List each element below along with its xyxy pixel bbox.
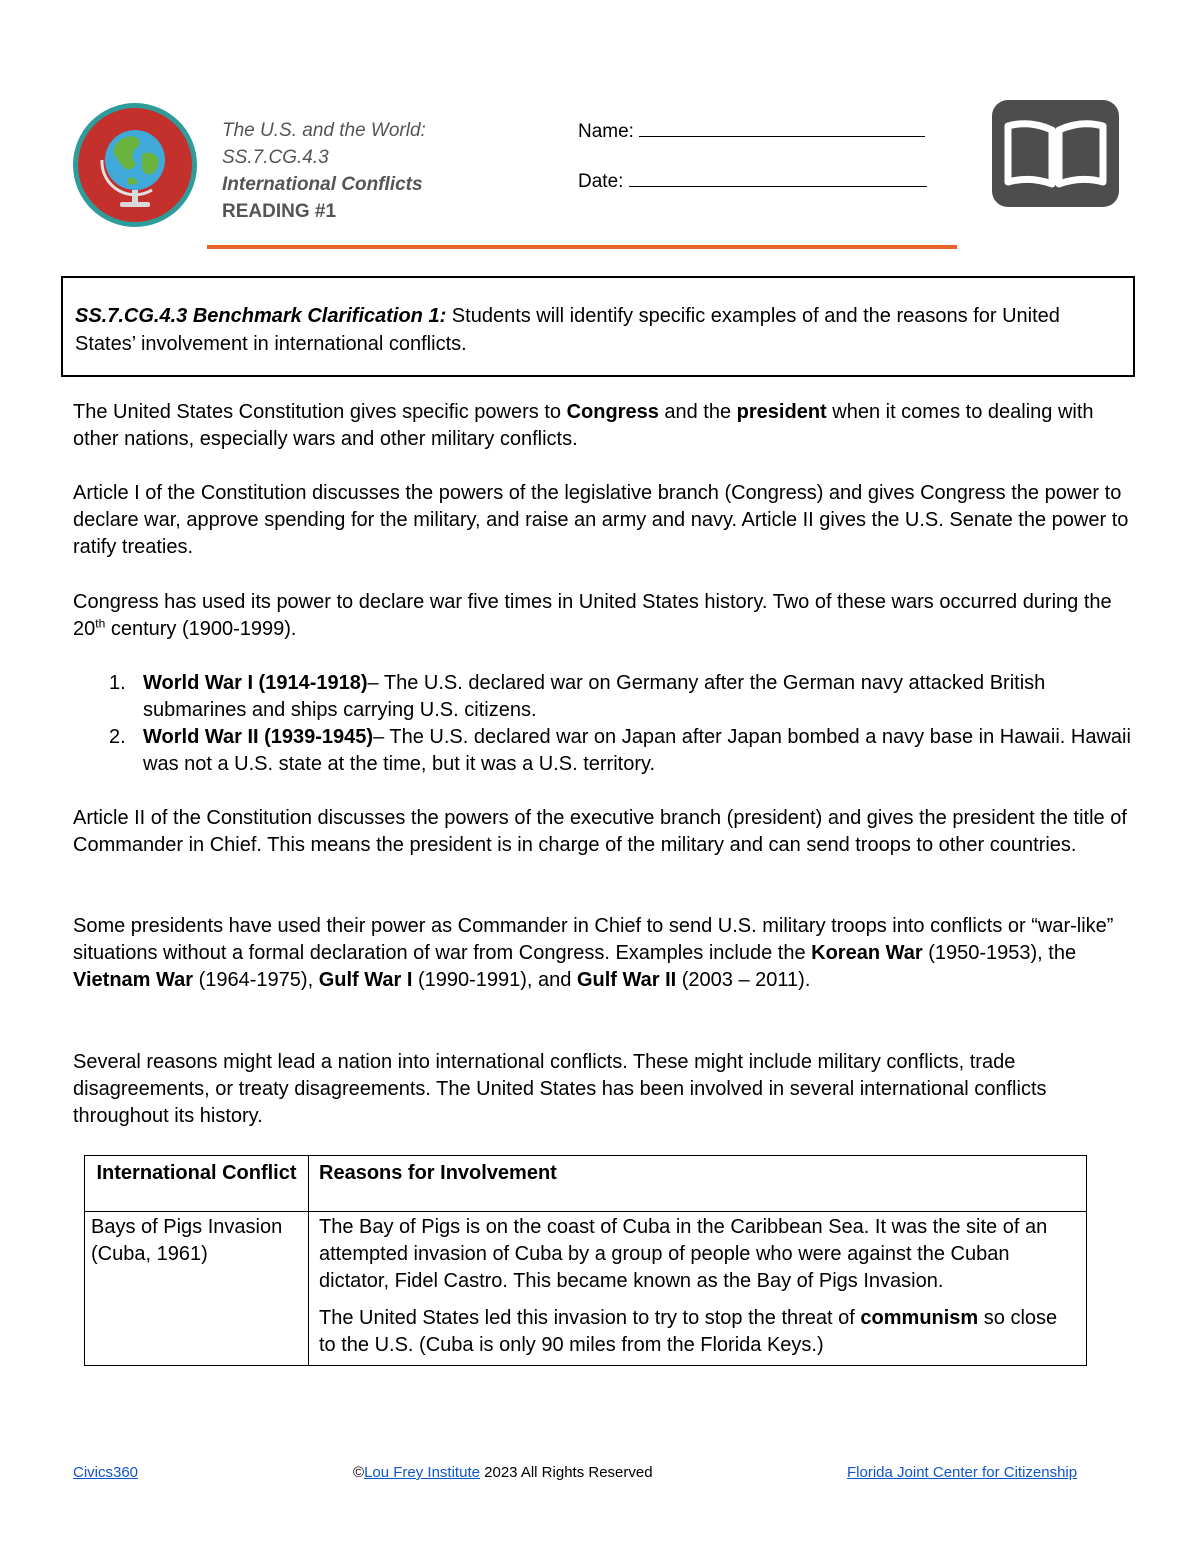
civics360-link[interactable]: Civics360 [73, 1464, 139, 1481]
footer-left[interactable] [73, 1464, 138, 1481]
date-label: Date: [578, 171, 624, 192]
term-president: president [736, 401, 827, 423]
header-topic: International Conflicts [222, 174, 423, 195]
fjcc-link[interactable]: Florida Joint Center for Citizenship [847, 1464, 1078, 1481]
benchmark-text: Students will identify specific examples of and the reasons for United States’ involvement in international conflicts. [75, 305, 1060, 355]
name-field[interactable] [578, 118, 925, 143]
lou-frey-link[interactable]: Lou Frey Institute [364, 1464, 480, 1481]
paragraph-5: Some presidents have used their power as Commander in Chief to send U.S. military troops into conflicts or “war-like” situations without a formal declaration of war from Congress. Examples include the Korean War (1950-1953), the Vietnam War (1964-1975), Gulf War I (1990-1991), and Gulf War II (2003 – 2011). [73, 915, 1114, 991]
paragraph-3: Congress has used its power to declare war five times in United States history. Two of these wars occurred during the 20th century (1900-1999). [73, 591, 1112, 640]
list-item: 1. World War I (1914-1918)– The U.S. declared war on Germany after the German navy attacked British submarines and ships carrying U.S. citizens. [109, 672, 1046, 721]
date-field[interactable] [578, 168, 927, 193]
footer-center: ©Lou Frey Institute 2023 All Rights Reserved [353, 1464, 653, 1481]
reasons-cell: The Bay of Pigs is on the coast of Cuba in the Caribbean Sea. It was the site of an attempted invasion of Cuba by a group of people who were against the Cuban dictator, Fidel Castro. This became known as the Bay of Pigs Invasion. The United States led this invasion to try to stop the threat of communism so close to the U.S. (Cuba is only 90 miles from the Florida Keys.) [309, 1212, 1087, 1366]
war-list [73, 670, 1133, 778]
paragraph-2: Article I of the Constitution discusses the powers of the legislative branch (Congress) and gives Congress the power to declare war, approve spending for the military, and raise an army and navy. Article II gives the U.S. Senate the power to ratify treaties. [73, 482, 1129, 558]
list-item: 2. World War II (1939-1945)– The U.S. declared war on Japan after Japan bombed a navy base in Hawaii. Hawaii was not a U.S. state at the time, but it was a U.S. territory. [109, 726, 1131, 775]
header-course: The U.S. and the World: [222, 120, 426, 141]
term-communism: communism [860, 1307, 979, 1329]
date-line[interactable] [629, 168, 927, 187]
paragraph-1: The United States Constitution gives specific powers to Congress and the president when it comes to dealing with other nations, especially wars and other military conflicts. [73, 401, 1094, 450]
name-line[interactable] [639, 118, 925, 137]
table-header-row [85, 1156, 1087, 1212]
footer-right[interactable] [847, 1464, 1077, 1481]
paragraph-4: Article II of the Constitution discusses the powers of the executive branch (president) and gives the president the title of Commander in Chief. This means the president is in charge of the military and can send troops to other countries. [73, 807, 1127, 856]
conflict-cell: Bays of Pigs Invasion (Cuba, 1961) [85, 1212, 309, 1366]
globe-icon [72, 102, 198, 228]
reading-header [222, 117, 426, 225]
header-reading-number: READING #1 [222, 201, 337, 222]
name-label: Name: [578, 121, 634, 142]
header-divider [207, 245, 957, 249]
paragraph-6: Several reasons might lead a nation into international conflicts. These might include military conflicts, trade disagreements, or treaty disagreements. The United States has been involved in several international conflicts throughout its history. [73, 1051, 1047, 1127]
term-congress: Congress [566, 401, 659, 423]
header-standard: SS.7.CG.4.3 [222, 147, 329, 168]
conflicts-table [84, 1155, 1087, 1366]
benchmark-box [61, 276, 1135, 377]
column-header-reasons: Reasons for Involvement [309, 1156, 1087, 1212]
book-icon [992, 100, 1119, 207]
column-header-conflict: International Conflict [85, 1156, 309, 1212]
benchmark-label: SS.7.CG.4.3 Benchmark Clarification 1: [75, 305, 447, 327]
table-row [85, 1212, 1087, 1366]
